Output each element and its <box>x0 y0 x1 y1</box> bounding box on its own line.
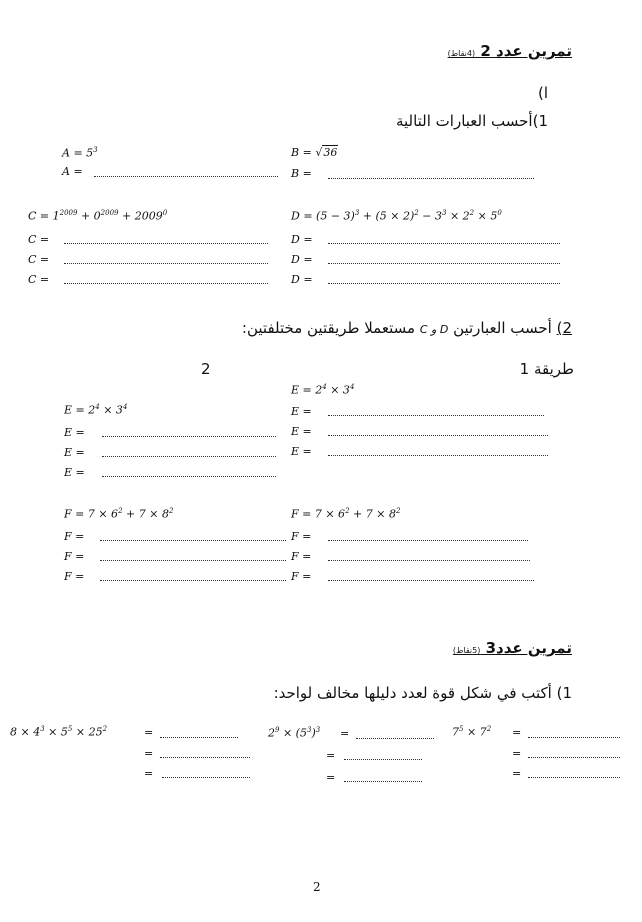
exponent: 3 <box>315 726 321 734</box>
question-2-part: أحسب العبارتين <box>448 319 557 337</box>
expr-part: + 0 <box>77 209 101 223</box>
line-C: C = <box>28 273 50 286</box>
eq-sign: = <box>144 767 154 780</box>
exponent: 4 <box>322 383 327 391</box>
exercise-2-title <box>448 42 572 60</box>
line-E: E = <box>64 446 85 459</box>
expr-part: × 25 <box>72 725 103 739</box>
eq-sign: = <box>340 727 350 740</box>
dotted-line <box>328 283 560 284</box>
var-B: B <box>291 146 300 159</box>
exponent: 0 <box>497 209 502 217</box>
expr-part: E = 2 <box>291 383 323 397</box>
expr-E-method1 <box>291 383 354 397</box>
line-D: D = <box>291 253 313 266</box>
exercise-3-question-1: 1) أكتب في شكل قوة لعدد دليلها مخالف لواحد: <box>273 684 572 702</box>
line-B: B = <box>291 167 312 180</box>
exponent: 4 <box>95 403 100 411</box>
line-F: F = <box>291 530 312 543</box>
line-E: E = <box>291 445 312 458</box>
line-F: F = <box>291 570 312 583</box>
expr-D <box>291 209 502 223</box>
dotted-line <box>102 456 276 457</box>
exponent: 2 <box>486 725 492 733</box>
expr-part: + 7 × 8 <box>349 507 396 521</box>
dotted-line <box>64 283 268 284</box>
expr-part: C = 1 <box>28 209 60 223</box>
expr-part: × 5 <box>474 209 498 223</box>
question-2-vars: D و C <box>419 323 449 336</box>
line-C: C = <box>28 233 50 246</box>
exponent: 0 <box>162 209 168 217</box>
exponent: 3 <box>354 209 360 217</box>
radicand: 36 <box>323 146 338 159</box>
expr-part: 7 <box>452 725 459 739</box>
dotted-line <box>328 178 534 179</box>
expr-part: + 2009 <box>118 209 163 223</box>
expr-part: F = 7 × 6 <box>291 507 346 521</box>
dotted-line <box>328 435 548 436</box>
line-E: E = <box>64 426 85 439</box>
expr-part: D = (5 − 3) <box>291 209 355 223</box>
line-F: F = <box>64 570 85 583</box>
line-A: A = <box>62 165 83 178</box>
dotted-line <box>344 759 422 760</box>
expr-part: × 2 <box>446 209 470 223</box>
expr-part: × 5 <box>44 725 68 739</box>
exercise-3-title <box>453 639 572 657</box>
expr-F-method2 <box>64 507 173 521</box>
ex3-expression-3 <box>452 725 491 739</box>
eq-sign: = <box>144 726 154 739</box>
expr-part: × 3 <box>99 403 123 417</box>
dotted-line <box>328 455 548 456</box>
expr-B <box>291 146 338 159</box>
base: 5 <box>86 146 94 160</box>
exponent: 2 <box>168 507 174 515</box>
exponent: 2 <box>118 507 123 515</box>
expr-part: + 7 × 8 <box>122 507 169 521</box>
expr-part: × 3 <box>326 383 350 397</box>
expr-E-method2 <box>64 403 127 417</box>
expr-part: × 7 <box>463 725 487 739</box>
expr-part: F = 7 × 6 <box>64 507 119 521</box>
page-number: 2 <box>313 880 321 894</box>
dotted-line <box>328 560 530 561</box>
dotted-line <box>328 580 534 581</box>
dotted-line <box>64 243 268 244</box>
dotted-line <box>328 540 528 541</box>
expr-part: + (5 × 2) <box>359 209 415 223</box>
eq-sign: = <box>144 747 154 760</box>
exponent: 2009 <box>100 209 119 217</box>
expr-part: 8 × 4 <box>10 725 41 739</box>
line-F: F = <box>64 550 85 563</box>
dotted-line <box>102 476 276 477</box>
method-1-label: طريقة 1 <box>519 360 574 378</box>
line-E: E = <box>291 425 312 438</box>
line-D: D = <box>291 233 313 246</box>
expr-A <box>62 146 98 160</box>
expr-C <box>28 209 167 223</box>
exponent: 4 <box>349 383 355 391</box>
dotted-line <box>344 781 422 782</box>
exercise-3-title-text: تمرين عدد3 <box>485 639 572 657</box>
dotted-line <box>160 737 238 738</box>
exponent: 5 <box>67 725 73 733</box>
dotted-line <box>328 243 560 244</box>
sqrt-symbol: √ <box>315 146 323 159</box>
question-2-number: 2) <box>556 319 572 337</box>
expr-part: − 3 <box>418 209 442 223</box>
part-label: ا) <box>537 84 548 102</box>
line-D: D = <box>291 273 313 286</box>
eq-sign: = <box>326 749 336 762</box>
exponent: 3 <box>306 726 312 734</box>
eq-sign: = <box>73 146 83 160</box>
dotted-line <box>356 738 434 739</box>
exponent: 2 <box>414 209 419 217</box>
dotted-line <box>528 777 620 778</box>
dotted-line <box>94 176 278 177</box>
line-C: C = <box>28 253 50 266</box>
exponent: 5 <box>459 725 464 733</box>
exercise-2-points: (4نقاط) <box>447 49 476 58</box>
eq-sign: = <box>512 726 522 739</box>
question-2-part: مستعملا طريقتين مختلفتين: <box>241 319 420 337</box>
expr-part: 2 <box>268 726 275 740</box>
dotted-line <box>64 263 268 264</box>
ex3-expression-1 <box>10 725 107 739</box>
question-2-text <box>242 319 572 337</box>
method-2-label: 2 <box>201 360 211 378</box>
question-1-text: 1)أحسب العبارات التالية <box>395 112 548 130</box>
line-F: F = <box>64 530 85 543</box>
exponent: 4 <box>122 403 128 411</box>
line-E: E = <box>291 405 312 418</box>
eq-sign: = <box>326 771 336 784</box>
line-E: E = <box>64 466 85 479</box>
dotted-line <box>528 737 620 738</box>
dotted-line <box>100 560 286 561</box>
exponent: 2 <box>345 507 350 515</box>
exercise-2-title-text: تمرين عدد 2 <box>480 42 572 60</box>
dotted-line <box>328 415 544 416</box>
eq-sign: = <box>512 747 522 760</box>
dotted-line <box>528 757 620 758</box>
eq-sign: = <box>512 767 522 780</box>
var-A: A <box>62 146 70 160</box>
exponent: 9 <box>275 726 280 734</box>
exponent: 2 <box>102 725 108 733</box>
exponent: 3 <box>441 209 447 217</box>
dotted-line <box>100 540 286 541</box>
expr-part: × (5 <box>279 726 307 740</box>
exponent: 2 <box>395 507 401 515</box>
dotted-line <box>162 777 250 778</box>
ex3-expression-2 <box>268 726 320 740</box>
expr-part: E = 2 <box>64 403 96 417</box>
expr-part: ) <box>311 726 316 740</box>
expr-F-method1 <box>291 507 400 521</box>
dotted-line <box>160 757 250 758</box>
eq-sign: = <box>302 146 312 159</box>
exponent: 3 <box>40 725 45 733</box>
dotted-line <box>102 436 276 437</box>
exponent: 3 <box>93 146 98 154</box>
exponent: 2009 <box>59 209 78 217</box>
dotted-line <box>100 580 286 581</box>
exercise-3-points: (5نقاط) <box>452 646 481 655</box>
dotted-line <box>328 263 560 264</box>
line-F: F = <box>291 550 312 563</box>
exponent: 2 <box>469 209 475 217</box>
